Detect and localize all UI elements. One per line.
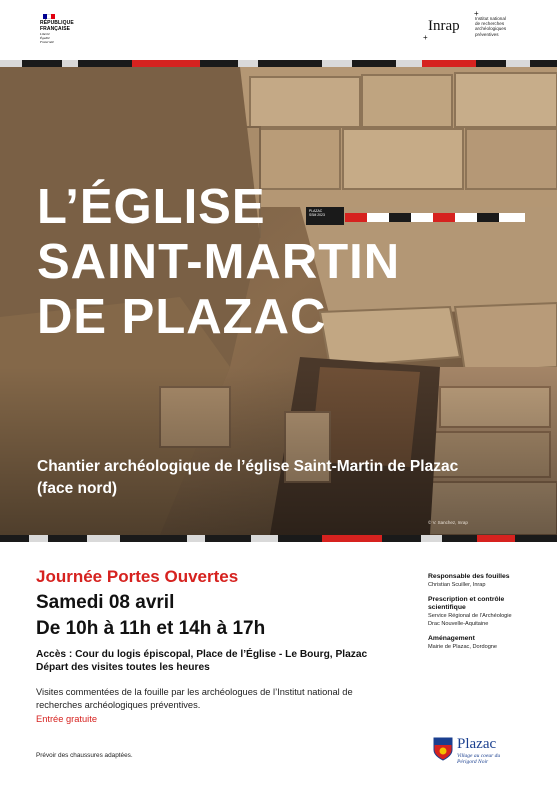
info-label: Prescription et contrôle scientifique [428, 596, 505, 611]
access-line-1: Accès : Cour du logis épiscopal, Place de l’Église - Le Bourg, Plazac [36, 649, 368, 660]
event-name: Journée Portes Ouvertes [36, 567, 239, 586]
republique-title: RÉPUBLIQUE FRANÇAISE [40, 20, 74, 32]
info-label: Aménagement [428, 635, 475, 642]
prescription [428, 596, 543, 628]
access-line-2: Départ des visites toutes les heures [36, 662, 210, 673]
inrap-full-name: Institut national de recherches archéologiques préventives [475, 16, 507, 37]
layout [428, 635, 543, 651]
french-flag-icon [43, 14, 55, 19]
info-value: Drac Nouvelle-Aquitaine [428, 621, 489, 627]
photo-credit: © V. Sanchez, Inrap [428, 520, 468, 525]
info-label: Responsable des fouilles [428, 573, 510, 580]
republique-motto: Liberté Égalité Fraternité [40, 32, 54, 44]
title-line-1: L’ÉGLISE [37, 180, 266, 234]
republique-francaise-logo [40, 14, 100, 44]
event-details [36, 566, 406, 726]
title-line-3: DE PLAZAC [37, 290, 327, 344]
shoes-note: Prévoir des chaussures adaptées. [36, 752, 133, 759]
plazac-tagline: Village au coeur du Périgord Noir [457, 753, 501, 765]
photo-label: PLAZAC SSM 2023 [309, 209, 325, 217]
plus-icon: + [474, 9, 479, 18]
event-hours: De 10h à 11h et 14h à 17h [36, 618, 266, 639]
info-value: Service Régional de l’Archéologie [428, 613, 512, 619]
inrap-logo [423, 9, 533, 50]
plazac-name: Plazac [457, 736, 497, 752]
poster-title [37, 180, 400, 345]
header [0, 0, 557, 60]
excavation-head [428, 573, 543, 589]
event-access [36, 648, 406, 674]
free-entry: Entrée gratuite [36, 714, 97, 724]
plazac-logo [433, 737, 543, 763]
plus-icon: + [423, 33, 428, 42]
credits-panel [428, 573, 543, 658]
top-stripe [0, 60, 557, 67]
plazac-shield-icon [433, 737, 453, 761]
inrap-name: Inrap [428, 18, 460, 34]
title-line-2: SAINT-MARTIN [37, 235, 401, 289]
event-date: Samedi 08 avril [36, 592, 175, 613]
event-description: Visites commentées de la fouille par les archéologues de l’Institut national de recherches archéologiques préventives. [36, 687, 353, 710]
bottom-stripe [0, 535, 557, 542]
poster-subtitle: Chantier archéologique de l’église Saint-Martin de Plazac (face nord) [37, 458, 459, 497]
info-value: Mairie de Plazac, Dordogne [428, 644, 498, 650]
info-value: Christian Scuiller, Inrap [428, 582, 486, 588]
